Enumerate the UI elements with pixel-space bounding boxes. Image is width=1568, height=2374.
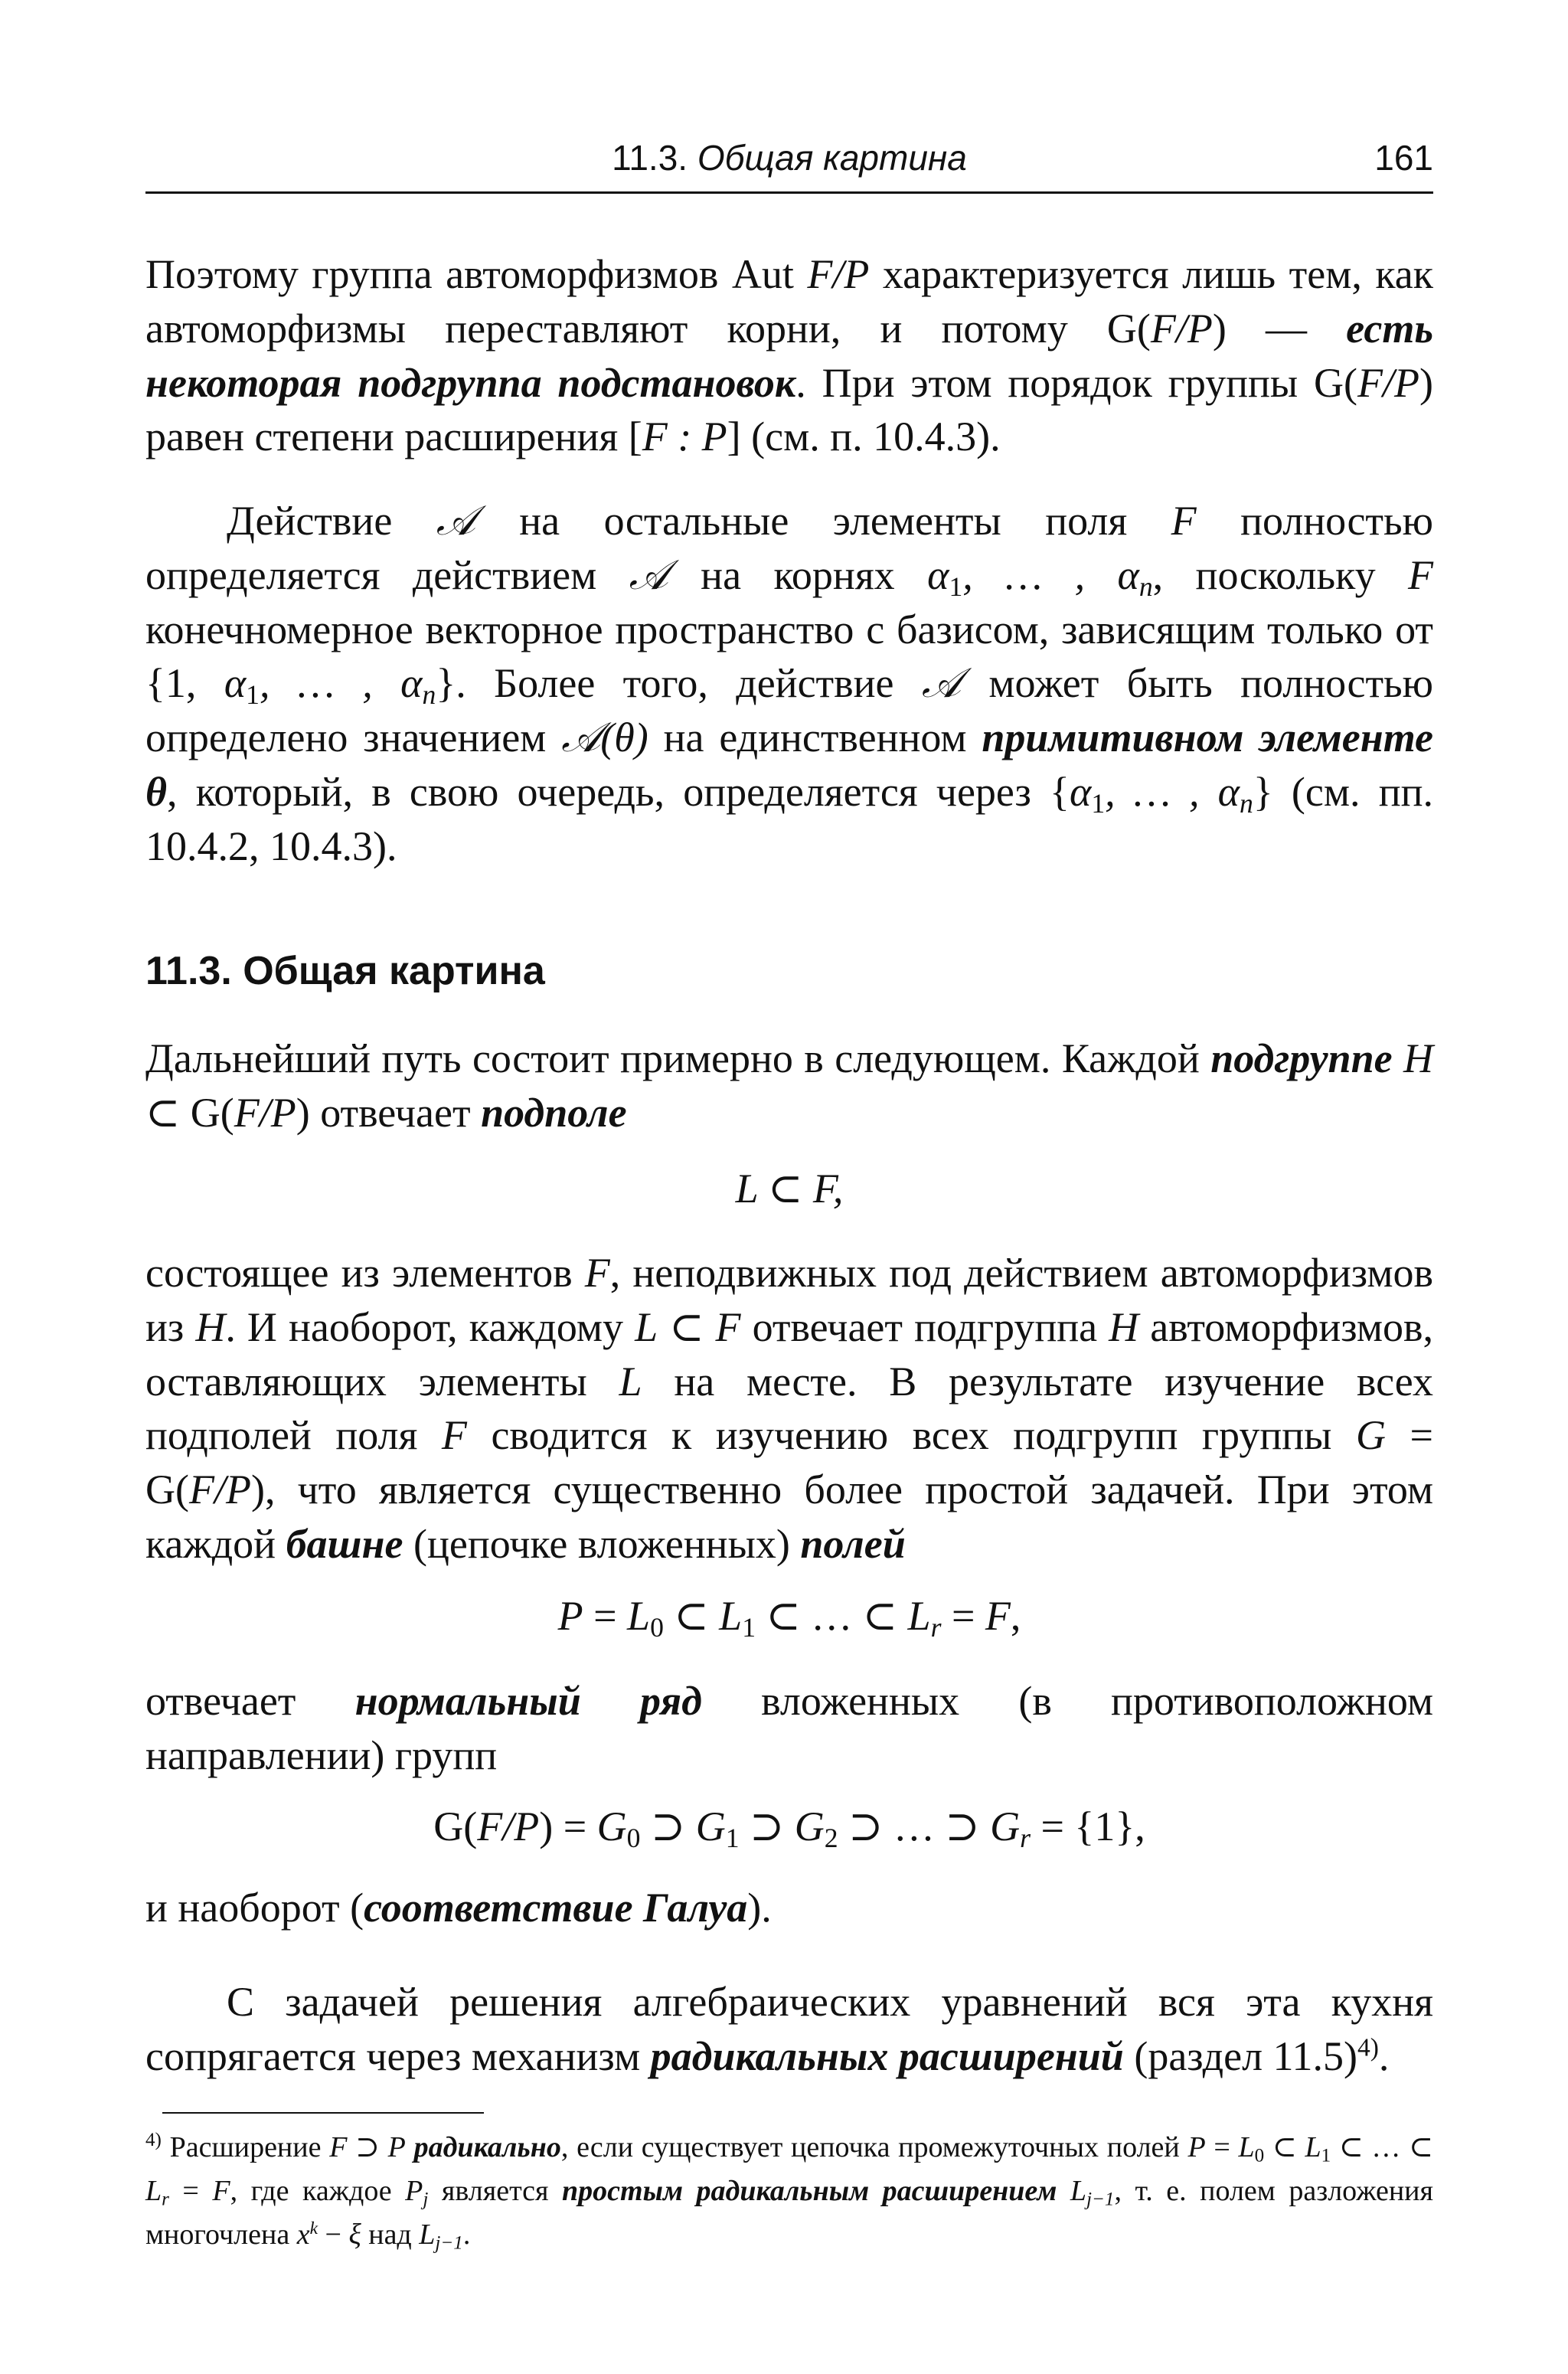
paragraph-3: Дальнейший путь состоит примерно в следующем. Каждой подгруппе H ⊂ G(F/P) отвечает подполе (145, 1035, 1433, 1136)
paragraph-1: Поэтому группа автоморфизмов Aut F/P характеризуется лишь тем, как автоморфизмы переставляют корни, и потому G(F/P) — есть некоторая подгруппа подстановок. При этом порядок группы G(F/P) равен степени расширения [F : P] (см. п. 10.4.3). (145, 251, 1434, 460)
display-formula-field-tower: $P = L_0$ ⊂ $L_1$ ⊂ … ⊂ $L_r = F$, (557, 1593, 1021, 1643)
footnote-rule (162, 2112, 484, 2114)
emphasis-subfield: подполе (481, 1089, 627, 1136)
running-head-title (145, 135, 1433, 181)
paragraph-2: Действие 𝒜 на остальные элементы поля F полностью определяется действием 𝒜 на корнях $\alpha_1$, … , $\alpha_n$, поскольку F конечномерное векторное пространство с базисом, зависящим только от {1, $\alpha_1$, … , $\alpha_n$}. Более того, действие 𝒜 может быть полностью определено значением 𝒜(θ) на единственном примитивном элементе θ, который, в свою очередь, определяется через {$\alpha_1$, … , $\alpha_n$} (см. пп. 10.4.2, 10.4.3). (145, 498, 1434, 869)
emphasis-fields: полей (800, 1520, 906, 1567)
display-formula-l-subset-f: L ⊂ F, (735, 1166, 844, 1212)
display-formula-group-series: $G(F/P) = G_0$ ⊃ $G_1$ ⊃ $G_2$ ⊃ … ⊃ $G_r = \{1\}$, (433, 1803, 1145, 1853)
paragraph-5: отвечает нормальный ряд вложенных (в противоположном направлении) групп (145, 1678, 1433, 1778)
page-number: 161 (1374, 138, 1433, 178)
emphasis-galois-correspondence: соответствие Галуа (364, 1885, 748, 1931)
emphasis-primitive-element: примитивном элементе θ (145, 714, 1433, 815)
header-rule (145, 191, 1433, 194)
paragraph-4: состоящее из элементов F, неподвижных под действием автоморфизмов из H. И наоборот, каждому L ⊂ F отвечает подгруппа H автоморфизмов, оставляющих элементы L на месте. В результате изучение всех подполей поля F сводится к изучению всех подгрупп группы G = G(F/P), что является существенно более простой задачей. При этом каждой башне (цепочке вложенных) полей (145, 1250, 1434, 1567)
paragraph-7: С задачей решения алгебраических уравнений вся эта кухня сопрягается через механизм радикальных расширений (раздел 11.5)$^{4)}$. (145, 1979, 1433, 2079)
footnote-reference: 4) (1357, 2033, 1379, 2062)
emphasis-radical-extensions: радикальных расширений (650, 2032, 1124, 2079)
running-head-section-title: Общая картина (697, 138, 967, 178)
section-heading: 11.3. Общая картина (145, 949, 545, 993)
emphasis-tower: башне (286, 1520, 403, 1567)
running-head (145, 135, 1433, 188)
emphasis-subgroup-of-substitutions: есть некоторая подгруппа подстановок (145, 305, 1434, 406)
emphasis-normal-series: нормальный ряд (354, 1678, 702, 1724)
footnote-mark: 4) (145, 2130, 162, 2151)
emphasis-subgroup: подгруппе (1210, 1035, 1393, 1081)
paragraph-6: и наоборот (соответствие Галуа). (145, 1885, 772, 1931)
running-head-section-number: 11.3. (612, 138, 688, 178)
footnote: $^{4)}$ Расширение F ⊃ P радикально, если существует цепочка промежуточных полей $P = L_0$ ⊂ $L_1$ ⊂ … ⊂ $L_r = F$, где каждое $P_j$ является простым радикальным расширением $L_{j-1}$, т. е. полем разложения многочлена $x^k - \xi$ над $L_{j-1}$. (145, 2130, 1433, 2254)
